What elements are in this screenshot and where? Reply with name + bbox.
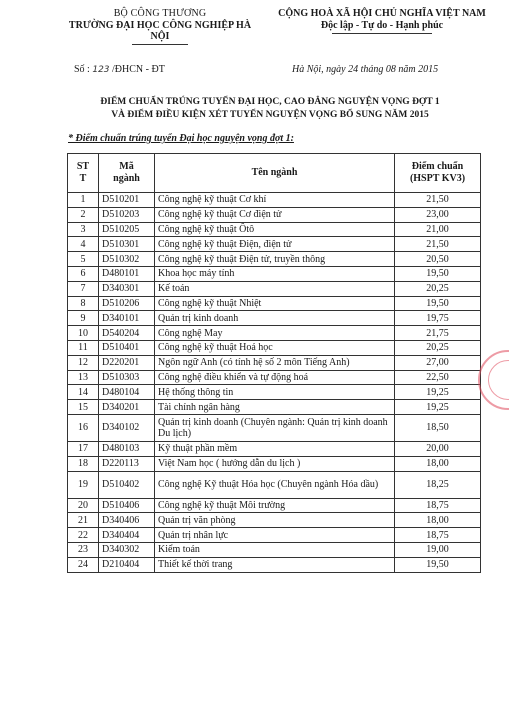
cell-ma-nganh: D210404: [99, 557, 155, 572]
cell-stt: 22: [68, 528, 99, 543]
cell-diem-chuan: 18,75: [395, 498, 481, 513]
table-row: [68, 456, 481, 471]
cell-diem-chuan: 27,00: [395, 355, 481, 370]
doc-number-label: Số :: [74, 64, 90, 75]
table-row: [68, 266, 481, 281]
cell-stt: 12: [68, 355, 99, 370]
cell-ma-nganh: D480104: [99, 385, 155, 400]
national-motto: Độc lập - Tự do - Hạnh phúc: [320, 20, 444, 31]
cell-stt: 8: [68, 296, 99, 311]
cell-ten-nganh: Kỹ thuật phần mềm: [155, 441, 395, 456]
cell-stt: 1: [68, 193, 99, 208]
cell-stt: 3: [68, 222, 99, 237]
document-number: [74, 64, 165, 75]
cell-diem-chuan: 18,50: [395, 414, 481, 441]
cell-diem-chuan: 19,25: [395, 400, 481, 415]
cell-ma-nganh: D340301: [99, 281, 155, 296]
cell-ten-nganh: Khoa học máy tính: [155, 266, 395, 281]
cell-stt: 9: [68, 311, 99, 326]
table-row: [68, 355, 481, 370]
cell-diem-chuan: 20,50: [395, 252, 481, 267]
cell-ten-nganh: Thiết kế thời trang: [155, 557, 395, 572]
cell-ma-nganh: D510402: [99, 471, 155, 498]
cell-ten-nganh: Công nghệ điều khiển và tự động hoá: [155, 370, 395, 385]
cell-ma-nganh: D220201: [99, 355, 155, 370]
cell-ten-nganh: Công nghệ kỹ thuật Ôtô: [155, 222, 395, 237]
ministry-name: BỘ CÔNG THƯƠNG: [113, 8, 207, 19]
cell-stt: 2: [68, 207, 99, 222]
motto-underline: [332, 33, 432, 34]
cell-ma-nganh: D340406: [99, 513, 155, 528]
cell-stt: 16: [68, 414, 99, 441]
cell-ten-nganh: Công nghệ kỹ thuật Hoá học: [155, 340, 395, 355]
cell-ma-nganh: D510205: [99, 222, 155, 237]
cell-stt: 19: [68, 471, 99, 498]
table-row: [68, 237, 481, 252]
cell-ten-nganh: Quản trị văn phòng: [155, 513, 395, 528]
cell-ma-nganh: D510301: [99, 237, 155, 252]
cell-diem-chuan: 18,75: [395, 528, 481, 543]
table-row: [68, 400, 481, 415]
header-ma-nganh: Mã ngành: [99, 154, 155, 193]
header-diem-chuan: Điểm chuẩn (HSPT KV3): [395, 154, 481, 193]
cell-diem-chuan: 19,50: [395, 266, 481, 281]
table-row: [68, 441, 481, 456]
table-row: [68, 370, 481, 385]
doc-number-value: 123: [92, 65, 110, 75]
cell-diem-chuan: 20,25: [395, 340, 481, 355]
cell-ten-nganh: Công nghệ Kỹ thuật Hóa học (Chuyên ngành Hóa dầu): [155, 471, 395, 498]
cell-ma-nganh: D340102: [99, 414, 155, 441]
cell-diem-chuan: 21,75: [395, 326, 481, 341]
table-row: [68, 281, 481, 296]
doc-number-suffix: /ĐHCN - ĐT: [112, 64, 165, 75]
table-row: [68, 513, 481, 528]
cell-stt: 20: [68, 498, 99, 513]
cell-diem-chuan: 21,50: [395, 237, 481, 252]
cell-ten-nganh: Công nghệ kỹ thuật Cơ khí: [155, 193, 395, 208]
table-row: [68, 471, 481, 498]
cell-stt: 14: [68, 385, 99, 400]
cell-diem-chuan: 19,75: [395, 311, 481, 326]
table-row: [68, 385, 481, 400]
cell-stt: 11: [68, 340, 99, 355]
cell-ten-nganh: Công nghệ kỹ thuật Điện tử, truyền thông: [155, 252, 395, 267]
table-row: [68, 252, 481, 267]
cell-diem-chuan: 23,00: [395, 207, 481, 222]
cell-ma-nganh: D510206: [99, 296, 155, 311]
cell-diem-chuan: 18,25: [395, 471, 481, 498]
table-row: [68, 542, 481, 557]
red-seal-stamp: [478, 350, 509, 410]
cell-ten-nganh: Việt Nam học ( hướng dẫn du lịch ): [155, 456, 395, 471]
university-name: TRƯỜNG ĐẠI HỌC CÔNG NGHIỆP HÀ NỘI: [68, 20, 252, 42]
cell-diem-chuan: 18,00: [395, 456, 481, 471]
cell-diem-chuan: 20,00: [395, 441, 481, 456]
table-row: [68, 326, 481, 341]
cell-stt: 4: [68, 237, 99, 252]
cell-stt: 18: [68, 456, 99, 471]
cell-diem-chuan: 22,50: [395, 370, 481, 385]
cell-diem-chuan: 21,50: [395, 193, 481, 208]
cell-diem-chuan: 19,50: [395, 557, 481, 572]
header-stt: ST T: [68, 154, 99, 193]
table-row: [68, 340, 481, 355]
country-name: CỘNG HOÀ XÃ HỘI CHỦ NGHĨA VIỆT NAM: [278, 8, 486, 19]
table-header-row: [68, 154, 481, 193]
cell-diem-chuan: 19,25: [395, 385, 481, 400]
cell-stt: 13: [68, 370, 99, 385]
cell-stt: 21: [68, 513, 99, 528]
cell-ten-nganh: Kế toán: [155, 281, 395, 296]
cell-ten-nganh: Hệ thống thông tin: [155, 385, 395, 400]
cell-stt: 6: [68, 266, 99, 281]
issuer-underline: [132, 44, 188, 45]
table-row: [68, 498, 481, 513]
cell-ten-nganh: Công nghệ May: [155, 326, 395, 341]
document-title-line-2: VÀ ĐIỂM ĐIỀU KIỆN XÉT TUYỂN NGUYỆN VỌNG BỔ SUNG NĂM 2015: [111, 110, 429, 120]
table-row: [68, 207, 481, 222]
national-header: [262, 8, 502, 34]
cell-ma-nganh: D480101: [99, 266, 155, 281]
cell-stt: 15: [68, 400, 99, 415]
table-row: [68, 193, 481, 208]
cell-stt: 5: [68, 252, 99, 267]
cell-diem-chuan: 18,00: [395, 513, 481, 528]
cell-diem-chuan: 19,50: [395, 296, 481, 311]
cell-ten-nganh: Ngôn ngữ Anh (có tính hệ số 2 môn Tiếng Anh): [155, 355, 395, 370]
cell-stt: 24: [68, 557, 99, 572]
cell-ten-nganh: Quản trị kinh doanh (Chuyên ngành: Quản trị kinh doanh Du lịch): [155, 414, 395, 441]
cell-ten-nganh: Công nghệ kỹ thuật Điện, điện tử: [155, 237, 395, 252]
cell-diem-chuan: 19,00: [395, 542, 481, 557]
cell-stt: 7: [68, 281, 99, 296]
issuer-block: [60, 8, 260, 45]
cell-stt: 10: [68, 326, 99, 341]
table-row: [68, 414, 481, 441]
cell-ten-nganh: Quản trị nhân lực: [155, 528, 395, 543]
cell-ma-nganh: D510406: [99, 498, 155, 513]
table-row: [68, 222, 481, 237]
cell-ma-nganh: D220113: [99, 456, 155, 471]
cell-ma-nganh: D510201: [99, 193, 155, 208]
admission-scores-table: [67, 153, 481, 573]
table-row: [68, 528, 481, 543]
cell-ma-nganh: D340404: [99, 528, 155, 543]
cell-ten-nganh: Quản trị kinh doanh: [155, 311, 395, 326]
cell-diem-chuan: 21,00: [395, 222, 481, 237]
cell-ma-nganh: D340302: [99, 542, 155, 557]
cell-ten-nganh: Tài chính ngân hàng: [155, 400, 395, 415]
cell-ten-nganh: Công nghệ kỹ thuật Môi trường: [155, 498, 395, 513]
cell-ma-nganh: D510401: [99, 340, 155, 355]
cell-ma-nganh: D510303: [99, 370, 155, 385]
table-body: [68, 193, 481, 573]
cell-stt: 23: [68, 542, 99, 557]
date-line: Hà Nội, ngày 24 tháng 08 năm 2015: [292, 64, 439, 75]
header-ten-nganh: Tên ngành: [155, 154, 395, 193]
cell-ma-nganh: D340101: [99, 311, 155, 326]
cell-ma-nganh: D340201: [99, 400, 155, 415]
cell-ma-nganh: D510203: [99, 207, 155, 222]
cell-diem-chuan: 20,25: [395, 281, 481, 296]
cell-ten-nganh: Kiểm toán: [155, 542, 395, 557]
cell-stt: 17: [68, 441, 99, 456]
cell-ma-nganh: D540204: [99, 326, 155, 341]
cell-ma-nganh: D480103: [99, 441, 155, 456]
document-title-line-1: ĐIỂM CHUẨN TRÚNG TUYỂN ĐẠI HỌC, CAO ĐẲNG NGUYỆN VỌNG ĐỢT 1: [100, 97, 440, 107]
section-heading: * Điểm chuẩn trúng tuyển Đại học nguyện vọng đợt 1:: [68, 133, 294, 144]
cell-ten-nganh: Công nghệ kỹ thuật Nhiệt: [155, 296, 395, 311]
table-row: [68, 311, 481, 326]
cell-ma-nganh: D510302: [99, 252, 155, 267]
cell-ten-nganh: Công nghệ kỹ thuật Cơ điện tử: [155, 207, 395, 222]
table-row: [68, 296, 481, 311]
table-row: [68, 557, 481, 572]
